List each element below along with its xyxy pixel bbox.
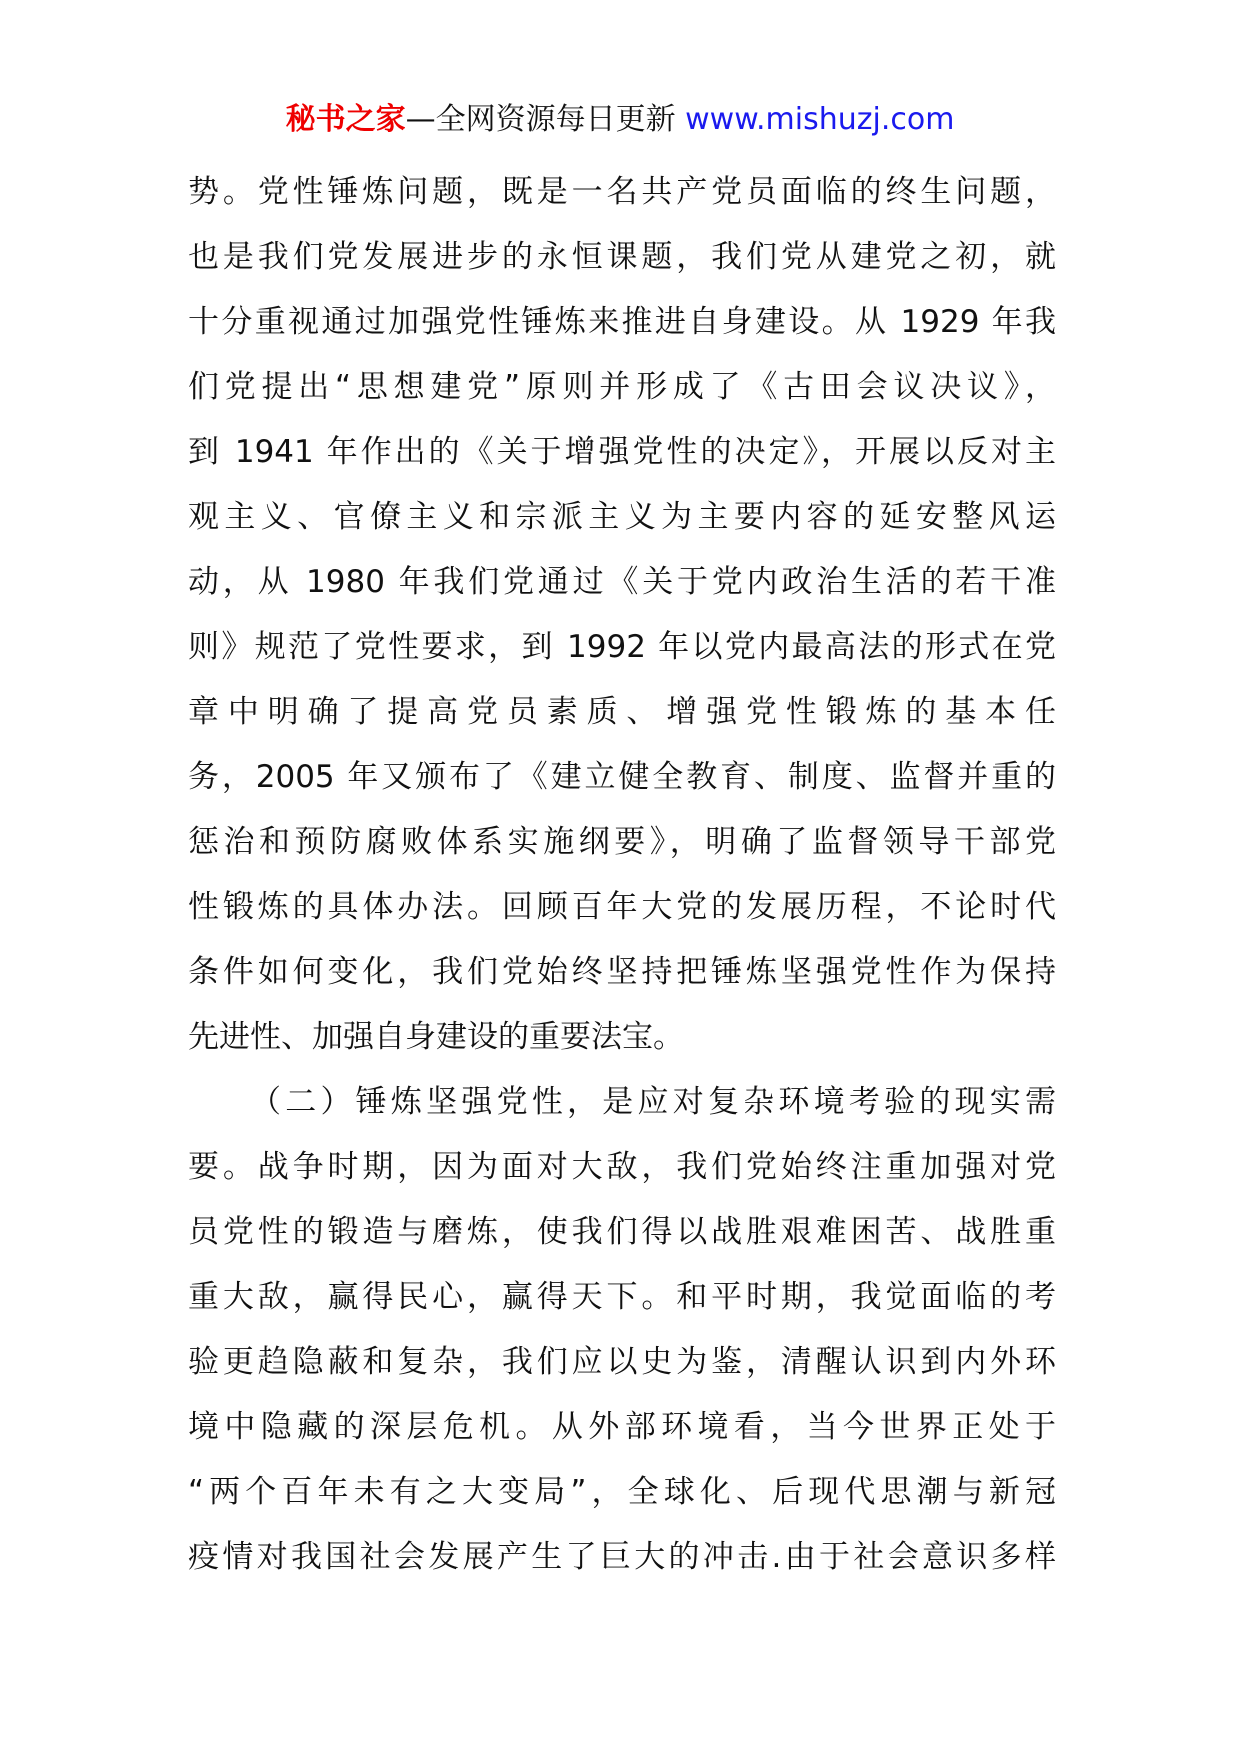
- paragraph-line: 也是我们党发展进步的永恒课题，我们党从建党之初，就: [188, 239, 1056, 275]
- paragraph-line: 条件如何变化，我们党始终坚持把锤炼坚强党性作为保持: [188, 954, 1056, 990]
- paragraph-line: 们党提出“思想建党”原则并形成了《古田会议决议》，: [188, 369, 1056, 405]
- paragraph-line: 验更趋隐蔽和复杂，我们应以史为鉴，清醒认识到内外环: [188, 1344, 1056, 1380]
- paragraph-line: 章中明确了提高党员素质、增强党性锻炼的基本任: [188, 694, 1056, 730]
- paragraph-line: 务，2005 年又颁布了《建立健全教育、制度、监督并重的: [188, 759, 1056, 795]
- paragraph-line: 动，从 1980 年我们党通过《关于党内政治生活的若干准: [188, 564, 1056, 600]
- paragraph-line: 观主义、官僚主义和宗派主义为主要内容的延安整风运: [188, 499, 1056, 535]
- site-brand: 秘书之家: [285, 102, 406, 137]
- paragraph-line: 惩治和预防腐败体系实施纲要》，明确了监督领导干部党: [188, 824, 1056, 860]
- paragraph-line: 性锻炼的具体办法。回顾百年大党的发展历程，不论时代: [188, 889, 1056, 925]
- paragraph-line: 先进性、加强自身建设的重要法宝。: [188, 1019, 684, 1055]
- paragraph-line: 则》规范了党性要求，到 1992 年以党内最高法的形式在党: [188, 629, 1056, 665]
- paragraph-line: 重大敌，赢得民心，赢得天下。和平时期，我觉面临的考: [188, 1279, 1056, 1315]
- paragraph-line: 势。党性锤炼问题，既是一名共产党员面临的终生问题，: [188, 174, 1056, 210]
- paragraph-line: 十分重视通过加强党性锤炼来推进自身建设。从 1929 年我: [188, 304, 1056, 340]
- document-body: [188, 160, 1056, 1590]
- paragraph-line: （二）锤炼坚强党性，是应对复杂环境考验的现实需: [250, 1084, 1056, 1120]
- site-url-link[interactable]: www.mishuzj.com: [685, 102, 955, 137]
- paragraph-line: 到 1941 年作出的《关于增强党性的决定》，开展以反对主: [188, 434, 1056, 470]
- site-tagline: —全网资源每日更新: [405, 102, 676, 137]
- paragraph-line: “两个百年未有之大变局”，全球化、后现代思潮与新冠: [188, 1474, 1056, 1510]
- paragraph-line: 员党性的锻造与磨炼，使我们得以战胜艰难困苦、战胜重: [188, 1214, 1056, 1250]
- paragraph-line: 要。战争时期，因为面对大敌，我们党始终注重加强对党: [188, 1149, 1056, 1185]
- paragraph-line: 境中隐藏的深层危机。从外部环境看，当今世界正处于: [188, 1409, 1056, 1445]
- paragraph-line: 疫情对我国社会发展产生了巨大的冲击.由于社会意识多样: [188, 1539, 1056, 1575]
- site-header: [0, 100, 1240, 140]
